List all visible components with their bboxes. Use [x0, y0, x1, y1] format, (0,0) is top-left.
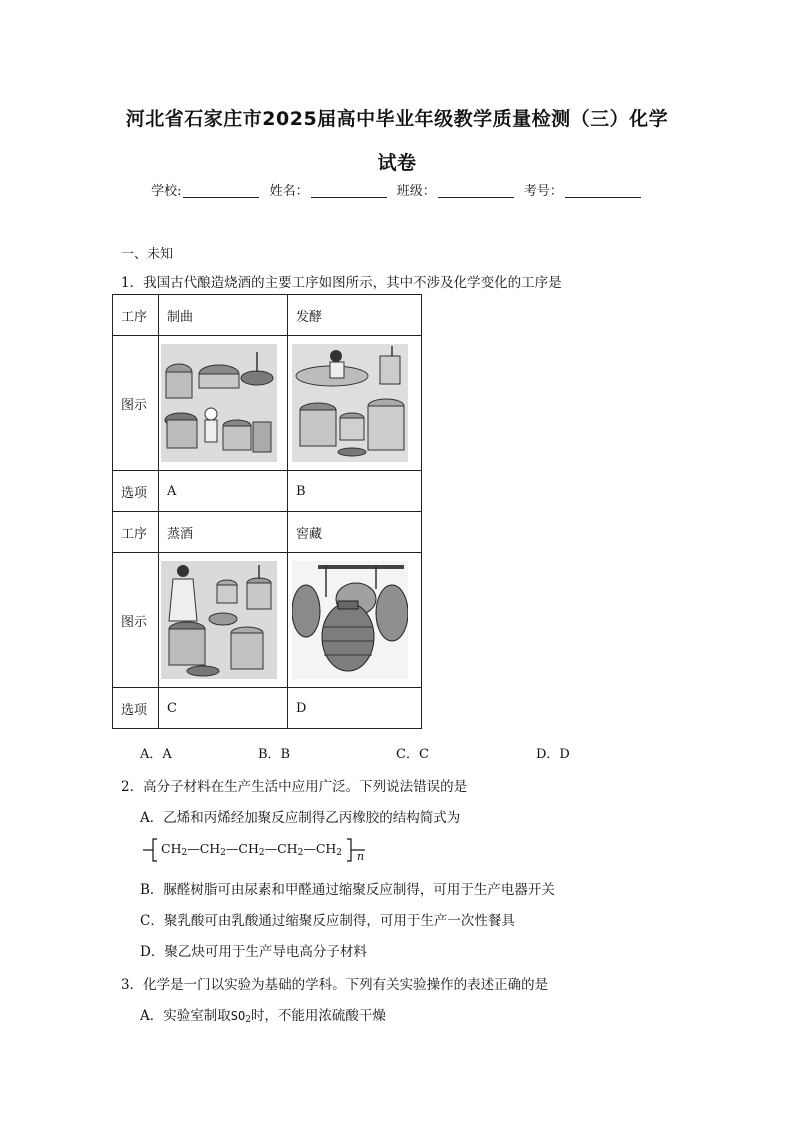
choice-b[interactable]: B．B	[258, 747, 291, 762]
polymer-structural-formula	[143, 836, 383, 864]
step-option-b: B	[288, 471, 422, 512]
class-blank[interactable]	[438, 183, 514, 198]
choice-a[interactable]: A．A	[140, 747, 172, 762]
step-name-b: 发酵	[288, 295, 422, 336]
repeat-unit-n: n	[357, 850, 365, 863]
option-label: 选项	[113, 471, 159, 512]
process-label: 工序	[113, 295, 159, 336]
q2-option-b: B．脲醛树脂可由尿素和甲醛通过缩聚反应制得，可用于生产电器开关	[140, 882, 555, 898]
distillation-illustration	[159, 553, 288, 688]
exam-number-blank[interactable]	[565, 183, 641, 198]
q2-option-d: D．聚乙炔可用于生产导电高分子材料	[140, 944, 367, 960]
class-label: 班级：	[396, 184, 436, 199]
question-3-stem: 3．化学是一门以实验为基础的学科。下列有关实验操作的表述正确的是	[121, 977, 549, 993]
q2-option-a: A．乙烯和丙烯经加聚反应制得乙丙橡胶的结构简式为	[140, 810, 461, 826]
name-blank[interactable]	[311, 183, 387, 198]
figure-label: 图示	[113, 553, 159, 688]
step-name-c: 蒸酒	[159, 512, 288, 553]
formula-units: $CH_2—CH_2—CH_2—CH_2—CH_2$	[161, 841, 343, 858]
step-name-d: 窖藏	[288, 512, 422, 553]
figure-label: 图示	[113, 336, 159, 471]
name-label: 姓名：	[269, 184, 309, 199]
choice-d[interactable]: D．D	[536, 747, 570, 762]
qu-making-illustration	[159, 336, 288, 471]
question-1-stem: 1．我国古代酿造烧酒的主要工序如图所示，其中不涉及化学变化的工序是	[121, 275, 562, 291]
section-title: 一、未知	[121, 247, 174, 262]
step-option-a: A	[159, 471, 288, 512]
process-label: 工序	[113, 512, 159, 553]
school-blank[interactable]	[183, 183, 259, 198]
exam-number-label: 考号：	[523, 184, 563, 199]
school-label: 学校:	[151, 184, 182, 199]
exam-title-line2: 试卷	[377, 152, 417, 174]
fermentation-illustration	[288, 336, 422, 471]
process-table	[112, 294, 422, 729]
cellar-storage-illustration	[288, 553, 422, 688]
student-info-row	[0, 180, 794, 199]
step-option-d: D	[288, 688, 422, 729]
q2-option-c: C．聚乳酸可由乳酸通过缩聚反应制得，可用于生产一次性餐具	[140, 913, 515, 929]
step-option-c: C	[159, 688, 288, 729]
exam-title-line1: 河北省石家庄市2025届高中毕业年级教学质量检测（三）化学	[125, 108, 669, 130]
choice-c[interactable]: C．C	[396, 747, 429, 762]
question-2-stem: 2．高分子材料在生产生活中应用广泛。下列说法错误的是	[121, 779, 468, 795]
option-label: 选项	[113, 688, 159, 729]
step-name-a: 制曲	[159, 295, 288, 336]
q3-option-a: A．实验室制取$SO_2$时，不能用浓硫酸干燥	[140, 1008, 386, 1025]
